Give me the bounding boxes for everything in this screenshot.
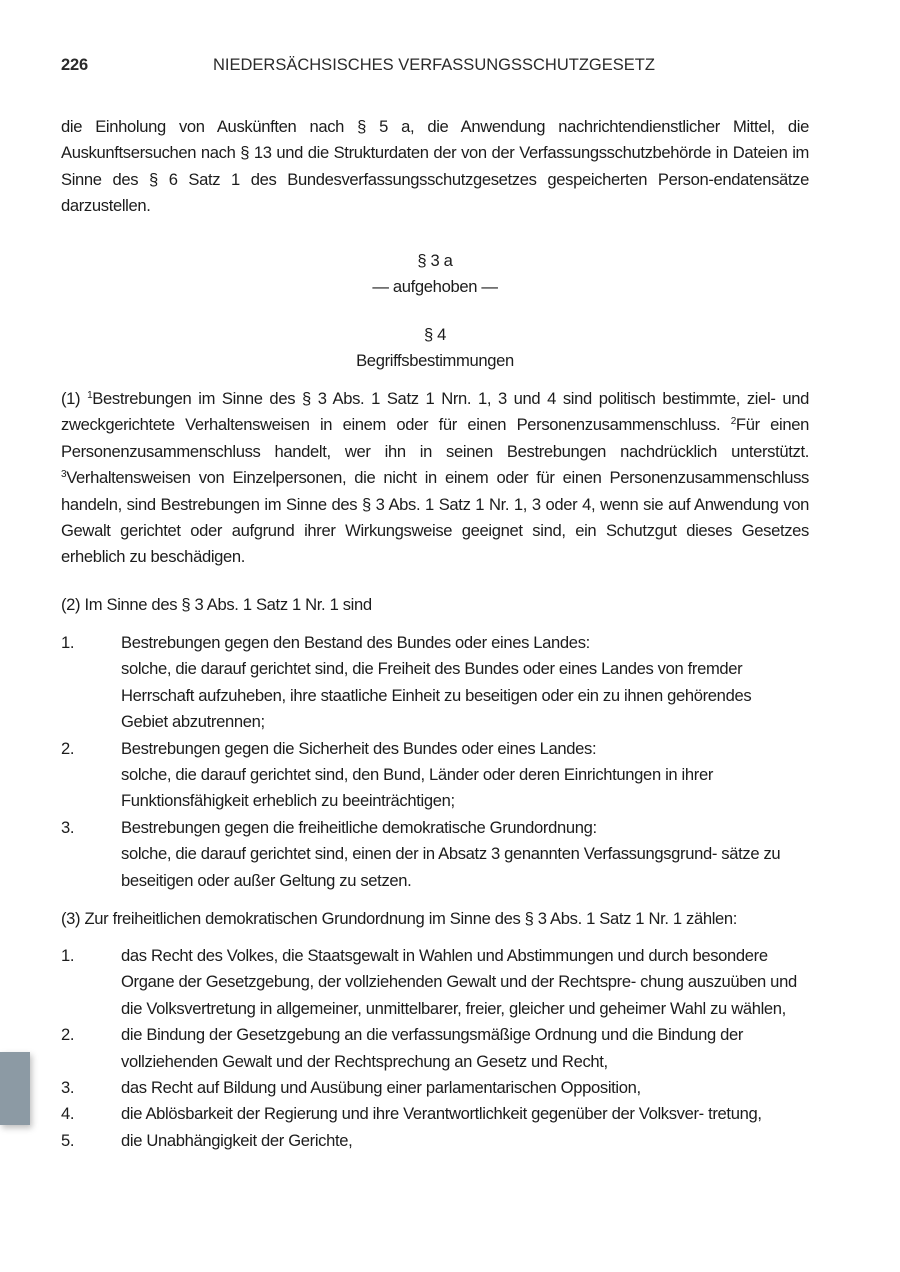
section-title: Begriffsbestimmungen (356, 351, 514, 371)
absatz-3 (61, 906, 809, 932)
item-text: die Bindung der Gesetzgebung an die verfassungsmäßige Ordnung und die Bindung der vollziehenden Gewalt und der Rechtsprechung an Gesetz und Recht, (121, 1025, 744, 1071)
list-item (61, 736, 809, 815)
item-text: das Recht auf Bildung und Ausübung einer parlamentarischen Opposition, (121, 1078, 641, 1098)
list-item (61, 630, 809, 736)
list-number: 1. (61, 946, 75, 965)
list-number: 1. (61, 633, 75, 652)
item-heading: Bestrebungen gegen die freiheitliche demokratische Grundordnung: (121, 817, 597, 837)
list-item (61, 815, 809, 894)
intro-paragraph-text (61, 114, 809, 220)
text-line: die Einholung von Auskünften nach § 5 a, die Anwendung nachrichtendienstlicher Mittel, die (61, 117, 809, 136)
absatz-1 (61, 386, 809, 571)
item-text: solche, die darauf gerichtet sind, die Freiheit des Bundes oder eines Landes von fremder Herrschaft aufzuheben, ihre staatliche Einheit zu beseitigen oder ein zu ihnen gehörendes Gebiet abzutrennen; (121, 659, 752, 732)
absatz-2-intro: (2) Im Sinne des § 3 Abs. 1 Satz 1 Nr. 1 sind (61, 595, 372, 614)
absatz-1-text (61, 386, 809, 571)
list-item (61, 1022, 809, 1075)
list-number: 4. (61, 1104, 75, 1124)
absatz-label: (1) (61, 389, 88, 408)
item-text: das Recht des Volkes, die Staatsgewalt in Wahlen und Abstimmungen und durch besondere Organe der Gesetzgebung, der vollziehenden Gewalt und der Rechtspre- chung auszuüben und die Volksvertretung in allgemeiner, unmittelbarer, freier, gleicher und geheimer Wahl zu wählen, (121, 946, 797, 1018)
running-title: NIEDERSÄCHSISCHES VERFASSUNGSSCHUTZGESETZ (213, 56, 655, 74)
section-4-heading (61, 322, 809, 375)
absatz-3-list (61, 943, 809, 1154)
intro-paragraph (61, 114, 809, 220)
sentence: Bestrebungen im Sinne des § 3 Abs. 1 Satz 1 Nrn. 1, 3 und 4 sind politisch bestimmte, ziel- und zweckgerichtete Verhaltensweisen in einem oder für einen Personenzusammenschluss. (61, 389, 810, 435)
item-text: die Unabhängigkeit der Gerichte, (121, 1130, 353, 1150)
item-text: solche, die darauf gerichtet sind, den Bund, Länder oder deren Einrichtungen in ihrer Funktionsfähigkeit erheblich zu beeinträchtigen; (121, 765, 713, 811)
section-number: § 3 a (417, 251, 453, 270)
text-line: Dateien im Sinne des § 6 Satz 1 des Bundesverfassungsschutzgesetzes gespeicherten Person- (61, 143, 810, 189)
list-item (61, 1128, 809, 1154)
page-header (61, 56, 821, 80)
item-heading: Bestrebungen gegen den Bestand des Bundes oder eines Landes: (121, 633, 590, 652)
sentence: Für einen Personenzusammenschluss handelt, wer ihn in seinen Bestrebungen nachdrücklich unterstützt. (61, 415, 809, 461)
list-item (61, 943, 809, 1022)
item-text: solche, die darauf gerichtet sind, einen der in Absatz 3 genannten Verfassungsgrund- sätze zu beseitigen oder außer Geltung zu setzen. (121, 844, 781, 890)
section-number: § 4 (423, 325, 447, 344)
section-3a (61, 248, 809, 301)
text-line: endatensätze darzustellen. (61, 169, 809, 216)
list-number: 5. (61, 1130, 75, 1150)
absatz-2 (61, 592, 809, 618)
list-number: 2. (61, 1025, 75, 1045)
absatz-2-list (61, 630, 809, 894)
page-number: 226 (61, 56, 88, 74)
list-number: 3. (61, 1078, 75, 1098)
sentence-number: 3 (61, 469, 67, 481)
item-heading: Bestrebungen gegen die Sicherheit des Bundes oder eines Landes: (121, 738, 597, 758)
sentence: Verhaltensweisen von Einzelpersonen, die nicht in einem oder für einen Personenzusammenschluss handeln, sind Bestrebungen im Sinne des § 3 Abs. 1 Satz 1 Nr. 1, 3 oder 4, wenn sie auf Anwendung von Gewalt gerichtet oder aufgrund ihrer Wirkungsweise geeignet sind, ein Schutzgut dieses Gesetzes erheblich zu beschädigen. (61, 468, 809, 567)
list-number: 2. (61, 738, 75, 758)
item-text: die Ablösbarkeit der Regierung und ihre Verantwortlichkeit gegenüber der Volksver- tretung, (121, 1104, 762, 1124)
list-number: 3. (61, 817, 75, 837)
absatz-3-intro: (3) Zur freiheitlichen demokratischen Grundordnung im Sinne des § 3 Abs. 1 Satz 1 Nr. 1 zählen: (61, 909, 738, 928)
list-item (61, 1075, 809, 1101)
section-title: — aufgehoben — (372, 277, 498, 297)
sentence-number: 1 (87, 390, 93, 401)
text-line: Auskunftsersuchen nach § 13 und die Strukturdaten der von der Verfassungsschutzbehörde in (61, 143, 728, 163)
chapter-thumb-tab (0, 1052, 30, 1125)
sentence-number: 2 (730, 416, 736, 428)
list-item (61, 1101, 809, 1127)
